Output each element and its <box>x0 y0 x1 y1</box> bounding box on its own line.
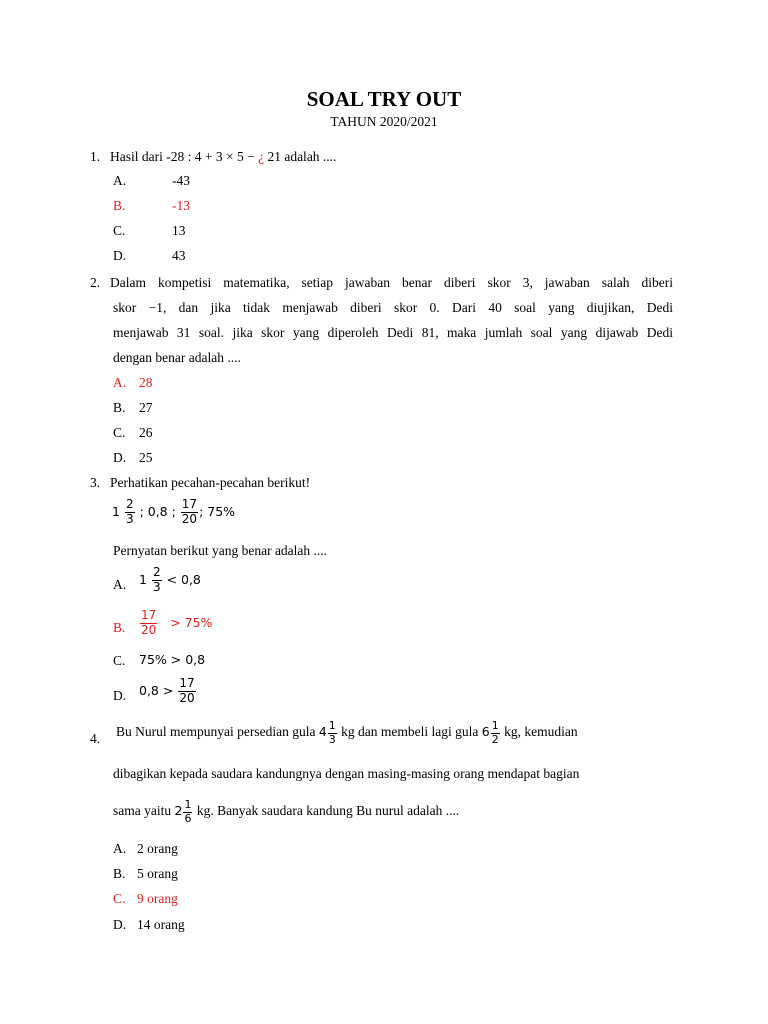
option-letter: A. <box>113 173 127 188</box>
option-value: 27 <box>139 400 153 415</box>
fraction: $\frac{17}{20}$ <box>179 676 195 705</box>
option-value: 13 <box>172 223 186 238</box>
option-value-answer: 9 orang <box>137 891 178 906</box>
question-line: skor −1, dan jika tidak menjawab diberi skor 0. Dari 40 soal yang diujikan, Dedi <box>113 300 673 315</box>
fraction: $\frac{17}{20}$ <box>181 497 198 526</box>
page-subtitle: TAHUN 2020/2021 <box>330 114 438 129</box>
option-letter-answer: C. <box>113 891 126 906</box>
option-value-answer: -13 <box>172 198 190 213</box>
question-line: sama yaitu 2 $\frac{1}{6}$ kg. Banyak saudara kandung Bu nurul adalah .... <box>113 798 460 825</box>
option-letter-answer: B. <box>113 620 126 635</box>
option-letter: D. <box>113 917 127 932</box>
question-number: 3. <box>90 475 101 490</box>
option-value: 43 <box>172 248 186 263</box>
option-value: 2 orang <box>137 841 178 856</box>
option-value-answer: 28 <box>139 375 153 390</box>
option-letter: C. <box>113 425 126 440</box>
option-letter-answer: A. <box>113 375 127 390</box>
option-value-answer: $\frac{17}{20}$ > 75% <box>141 608 213 637</box>
fraction: $\frac{1}{3}$ <box>328 719 336 746</box>
fraction-list: 1 $\frac{2}{3}$ ; 0,8 ; $\frac{17}{20}$ ; 75% <box>112 497 236 526</box>
question-text: Hasil dari -28 : 4 + 3 × 5 − ¿ 21 adalah .... <box>110 149 337 164</box>
fraction: $\frac{2}{3}$ <box>152 565 161 594</box>
page-title: SOAL TRY OUT <box>306 87 462 111</box>
question-line: dengan benar adalah .... <box>113 350 241 365</box>
option-value: 14 orang <box>137 917 185 932</box>
question-number: 2. <box>90 275 101 290</box>
option-value: 1 $\frac{2}{3}$ < 0,8 <box>139 565 201 594</box>
option-value: 75% > 0,8 <box>139 652 206 667</box>
question-line: Bu Nurul mempunyai persedian gula 4 $\frac{1}{3}$ kg dan membeli lagi gula 6 $\frac{1}{2}$ kg, kemudian <box>116 719 578 746</box>
fraction: $\frac{1}{6}$ <box>184 798 192 825</box>
option-letter: D. <box>113 688 127 703</box>
option-letter: C. <box>113 653 126 668</box>
question-line: Dalam kompetisi matematika, setiap jawaban benar diberi skor 3, jawaban salah diberi <box>110 275 673 290</box>
option-value: 25 <box>139 450 153 465</box>
option-value: 5 orang <box>137 866 178 881</box>
question-text: Perhatikan pecahan-pecahan berikut! <box>110 475 311 490</box>
option-letter: B. <box>113 400 126 415</box>
option-value: 0,8 > $\frac{17}{20}$ <box>139 676 195 705</box>
option-value: -43 <box>172 173 190 188</box>
option-letter: C. <box>113 223 126 238</box>
option-value: 26 <box>139 425 153 440</box>
question-line: menjawab 31 soal. jika skor yang diperoleh Dedi 81, maka jumlah soal yang dijawab Dedi <box>113 325 673 340</box>
option-letter: D. <box>113 248 127 263</box>
option-letter: D. <box>113 450 127 465</box>
question-number: 1. <box>90 149 101 164</box>
question-prompt: Pernyatan berikut yang benar adalah .... <box>113 543 328 558</box>
question-line: dibagikan kepada saudara kandungnya dengan masing-masing orang mendapat bagian <box>113 766 580 781</box>
option-letter-answer: B. <box>113 198 126 213</box>
fraction: $\frac{1}{2}$ <box>491 719 499 746</box>
fraction: $\frac{17}{20}$ <box>141 608 157 637</box>
option-letter: A. <box>113 841 127 856</box>
question-number: 4. <box>90 731 101 746</box>
option-letter: B. <box>113 866 126 881</box>
fraction: $\frac{2}{3}$ <box>125 497 134 526</box>
option-letter: A. <box>113 577 127 592</box>
